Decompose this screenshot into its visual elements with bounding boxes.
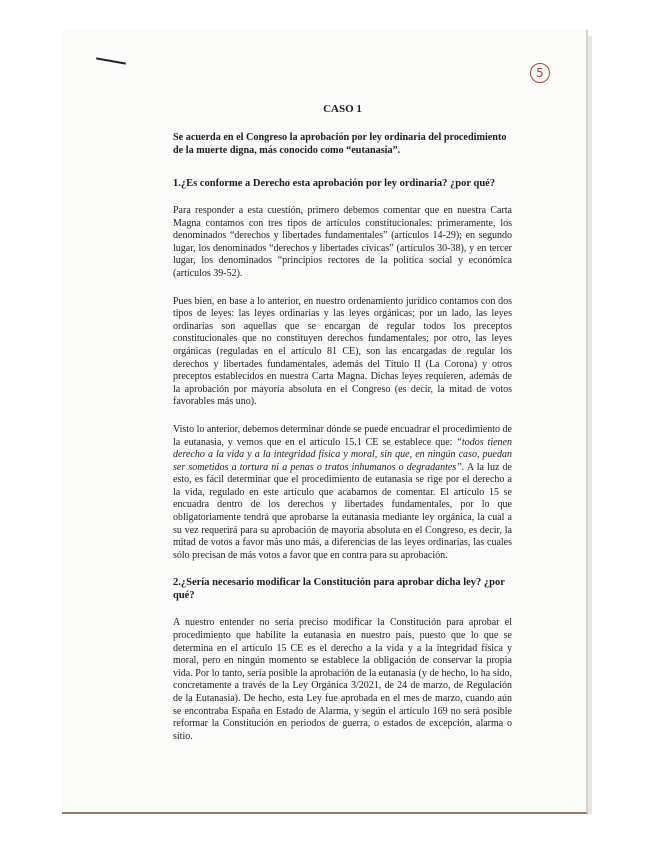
document-body: [173, 103, 512, 758]
answer-1-paragraph-3: [173, 424, 512, 563]
paragraph-text: A la luz de esto, es fácil determinar que el procedimiento de eutanasia se rige por el derecho a la vida, regulado en este artículo que acabamos de comentar. El artículo 15 se encuadra dentro de los derechos y libertades fundamentales, por lo que obligatoriamente tendrá que aprobarse la eutanasia mediante ley orgánica, la cual a su vez requerirá para su aprobación de mayoría absoluta en el Congreso, es decir, la mitad de votos a favor más uno más, a diferencias de las leyes ordinarias, las cuales sólo precisan de más votos a favor que en contra para su aprobación.: [173, 461, 512, 561]
question-1: 1.¿Es conforme a Derecho esta aprobación por ley ordinaria? ¿por qué?: [173, 178, 496, 189]
paragraph-text: Visto lo anterior, debemos determinar dónde se puede encuadrar el procedimiento de la eutanasia, y vemos que en el artículo 15.1 CE se establece que:: [173, 423, 512, 448]
case-title: CASO 1: [323, 103, 362, 115]
question-2: 2.¿Sería necesario modificar la Constitución para aprobar dicha ley? ¿por qué?: [173, 577, 505, 602]
answer-1-paragraph-1: Para responder a esta cuestión, primero debemos comentar que en nuestra Carta Magna contamos con tres tipos de artículos constitucionales: primeramente, los denominados “derechos y libertades fundamentales” (artículos 14-29); en segundo lugar, los denominados “derechos y libertades cívicas” (artículos 30-38), y en tercer lugar, los denominados “principios rectores de la política social y económica (artículos 39-52).: [173, 205, 512, 279]
handwritten-page-number: 5: [530, 63, 550, 83]
case-statement: Se acuerda en el Congreso la aprobación por ley ordinaria del procedimiento de la muerte digna, más conocido como “eutanasia”.: [173, 132, 507, 156]
answer-1-paragraph-2: Pues bien, en base a lo anterior, en nuestro ordenamiento jurídico contamos con dos tipos de leyes: las leyes ordinarias y las leyes orgánicas; por un lado, las leyes ordinarias son aquellas que se encargan de regular todos los preceptos constitucionales que no constituyen derechos fundamentales; por otro, las leyes orgánicas (reguladas en el artículo 81 CE), son las encargadas de regular los derechos y libertades fundamentales, además del Título II (La Corona) y otros preceptos establecidos en nuestra Carta Magna. Dichas leyes requieren, además de la aprobación por mayoría absoluta en el Congreso (es decir, la mitad de votos favorables más uno).: [173, 295, 512, 408]
answer-2-paragraph-1: A nuestro entender no sería preciso modificar la Constitución para aprobar el procedimiento que habilite la eutanasia en nuestro país, puesto que lo que se determina en el artículo 15 CE es el derecho a la vida y a la integridad física y moral, pero en ningún momento se establece la obligación de conservar la propia vida. Por lo tanto, sería posible la aprobación de la eutanasia (y de hecho, lo ha sido, concretamente a través de la Ley Orgánica 3/2021, de 24 de marzo, de Regulación de la Eutanasia). De hecho, esta Ley fue aprobada en el mes de marzo, cuando aún se encontraba España en Estado de Alarma, y según el artículo 169 no será posible reformar la Constitución en periodos de guerra, o estados de excepción, alarma o sitio.: [173, 617, 512, 742]
constitution-quote: “todos tienen derecho a la vida y a la integridad física y moral, sin que, en ningún caso, puedan ser sometidos a tortura ni a penas o tratos inhumanos o degradantes”.: [173, 436, 512, 473]
